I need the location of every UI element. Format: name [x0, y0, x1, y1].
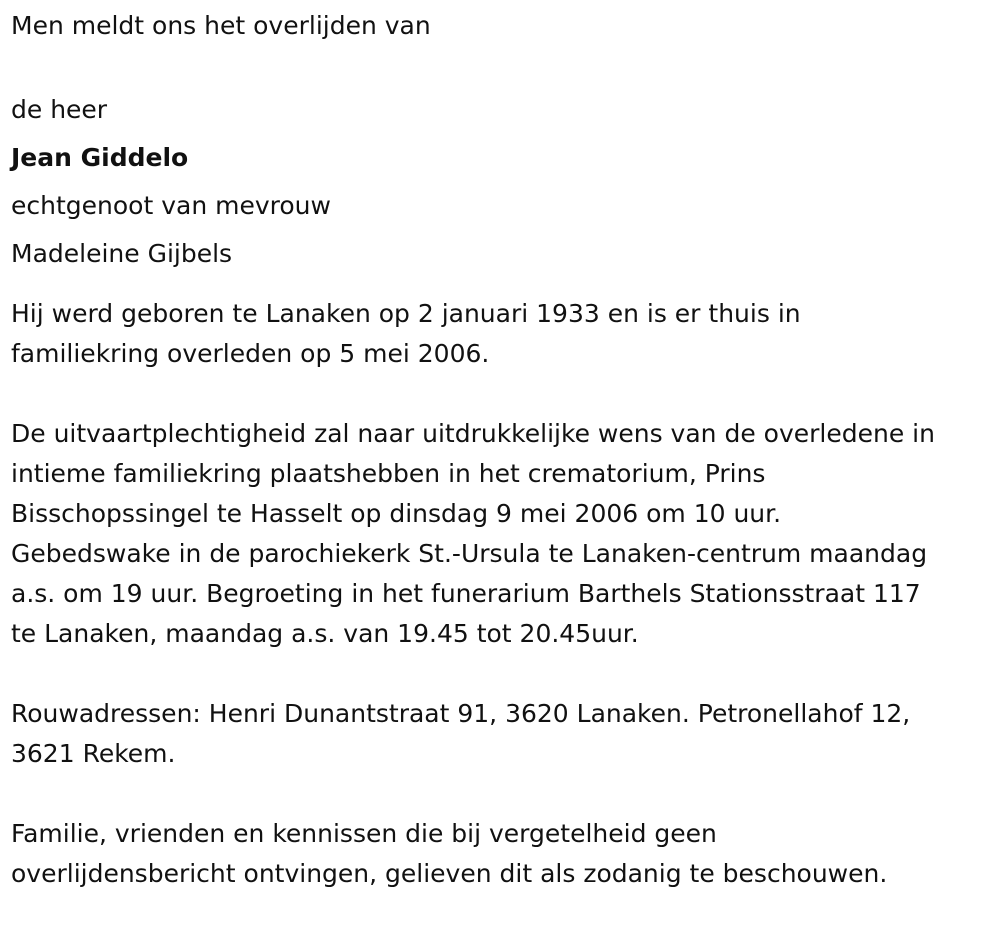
closing-paragraph	[11, 814, 1000, 894]
paragraph-line: De uitvaartplechtigheid zal naar uitdrukkelijke wens van de overledene in	[11, 419, 935, 448]
spacer	[11, 654, 1000, 694]
paragraph-line: 3621 Rekem.	[11, 739, 176, 768]
paragraph-line: Familie, vrienden en kennissen die bij vergetelheid geen	[11, 819, 717, 848]
spouse-name: Madeleine Gijbels	[11, 239, 233, 268]
funeral-paragraph	[11, 414, 1000, 654]
paragraph-line: Bisschopssingel te Hasselt op dinsdag 9 mei 2006 om 10 uur.	[11, 499, 782, 528]
spacer	[11, 46, 1000, 86]
paragraph-line: Rouwadressen: Henri Dunantstraat 91, 3620 Lanaken. Petronellahof 12,	[11, 699, 911, 728]
spacer	[11, 278, 1000, 294]
addresses-paragraph	[11, 694, 1000, 774]
intro-text: Men meldt ons het overlijden van	[11, 11, 431, 40]
paragraph-line: te Lanaken, maandag a.s. van 19.45 tot 20.45uur.	[11, 619, 639, 648]
paragraph-line: a.s. om 19 uur. Begroeting in het funerarium Barthels Stationsstraat 117	[11, 579, 921, 608]
paragraph-line: intieme familiekring plaatshebben in het crematorium, Prins	[11, 459, 766, 488]
honorific: de heer	[11, 95, 108, 124]
spacer	[11, 774, 1000, 814]
paragraph-line: familiekring overleden op 5 mei 2006.	[11, 339, 490, 368]
birth-death-paragraph	[11, 294, 1000, 374]
spouse-label: echtgenoot van mevrouw	[11, 191, 331, 220]
paragraph-line: Hij werd geboren te Lanaken op 2 januari 1933 en is er thuis in	[11, 299, 801, 328]
paragraph-line: Gebedswake in de parochiekerk St.-Ursula te Lanaken-centrum maandag	[11, 539, 928, 568]
deceased-name: Jean Giddelo	[11, 143, 189, 172]
spacer	[11, 374, 1000, 414]
paragraph-line: overlijdensbericht ontvingen, gelieven dit als zodanig te beschouwen.	[11, 859, 888, 888]
